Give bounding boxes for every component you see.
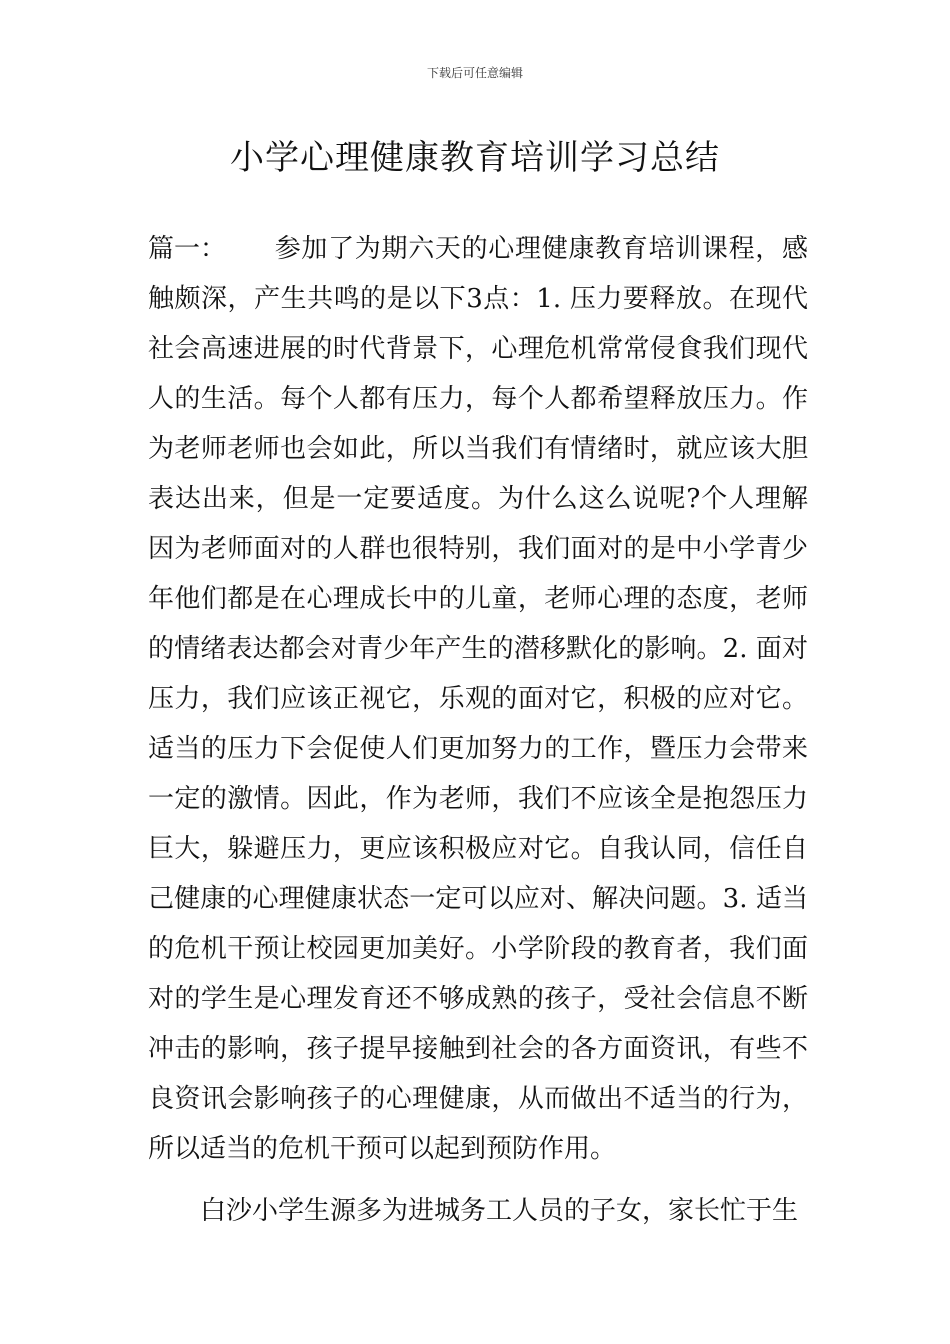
paragraph-1-label: 篇一： bbox=[148, 234, 227, 264]
page-header-note: 下载后可任意编辑 bbox=[426, 66, 523, 80]
paragraph-1-text: 参加了为期六天的心理健康教育培训课程，感触颇深，产生共鸣的是以下3点：1. 压力要释放。在现代社会高速进展的时代背景下，心理危机常常侵食我们现代人的生活。每个人都有压力，每个人都希望释放压力。作为老师老师也会如此，所以当我们有情绪时，就应该大胆表达出来，但是一定要适度。为什么这么说呢?个人理解因为老师面对的人群也很特别，我们面对的是中小学青少年他们都是在心理成长中的儿童，老师心理的态度，老师的情绪表达都会对青少年产生的潜移默化的影响。2. 面对压力，我们应该正视它，乐观的面对它，积极的应对它。适当的压力下会促使人们更加努力的工作，暨压力会带来一定的激情。因此，作为老师，我们不应该全是抱怨压力巨大，躲避压力，更应该积极应对它。自我认同，信任自己健康的心理健康状态一定可以应对、解决问题。3. 适当的危机干预让校园更加美好。小学阶段的教育者，我们面对的学生是心理发育还不够成熟的孩子，受社会信息不断冲击的影响，孩子提早接触到社会的各方面资讯，有些不良资讯会影响孩子的心理健康，从而做出不适当的行为，所以适当的危机干预可以起到预防作用。 bbox=[148, 234, 808, 1164]
document-body bbox=[148, 224, 808, 1236]
document-title: 小学心理健康教育培训学习总结 bbox=[230, 138, 720, 178]
paragraph-2: 白沙小学生源多为进城务工人员的子女，家长忙于生 bbox=[200, 1196, 799, 1226]
paragraph-1 bbox=[148, 224, 808, 1174]
